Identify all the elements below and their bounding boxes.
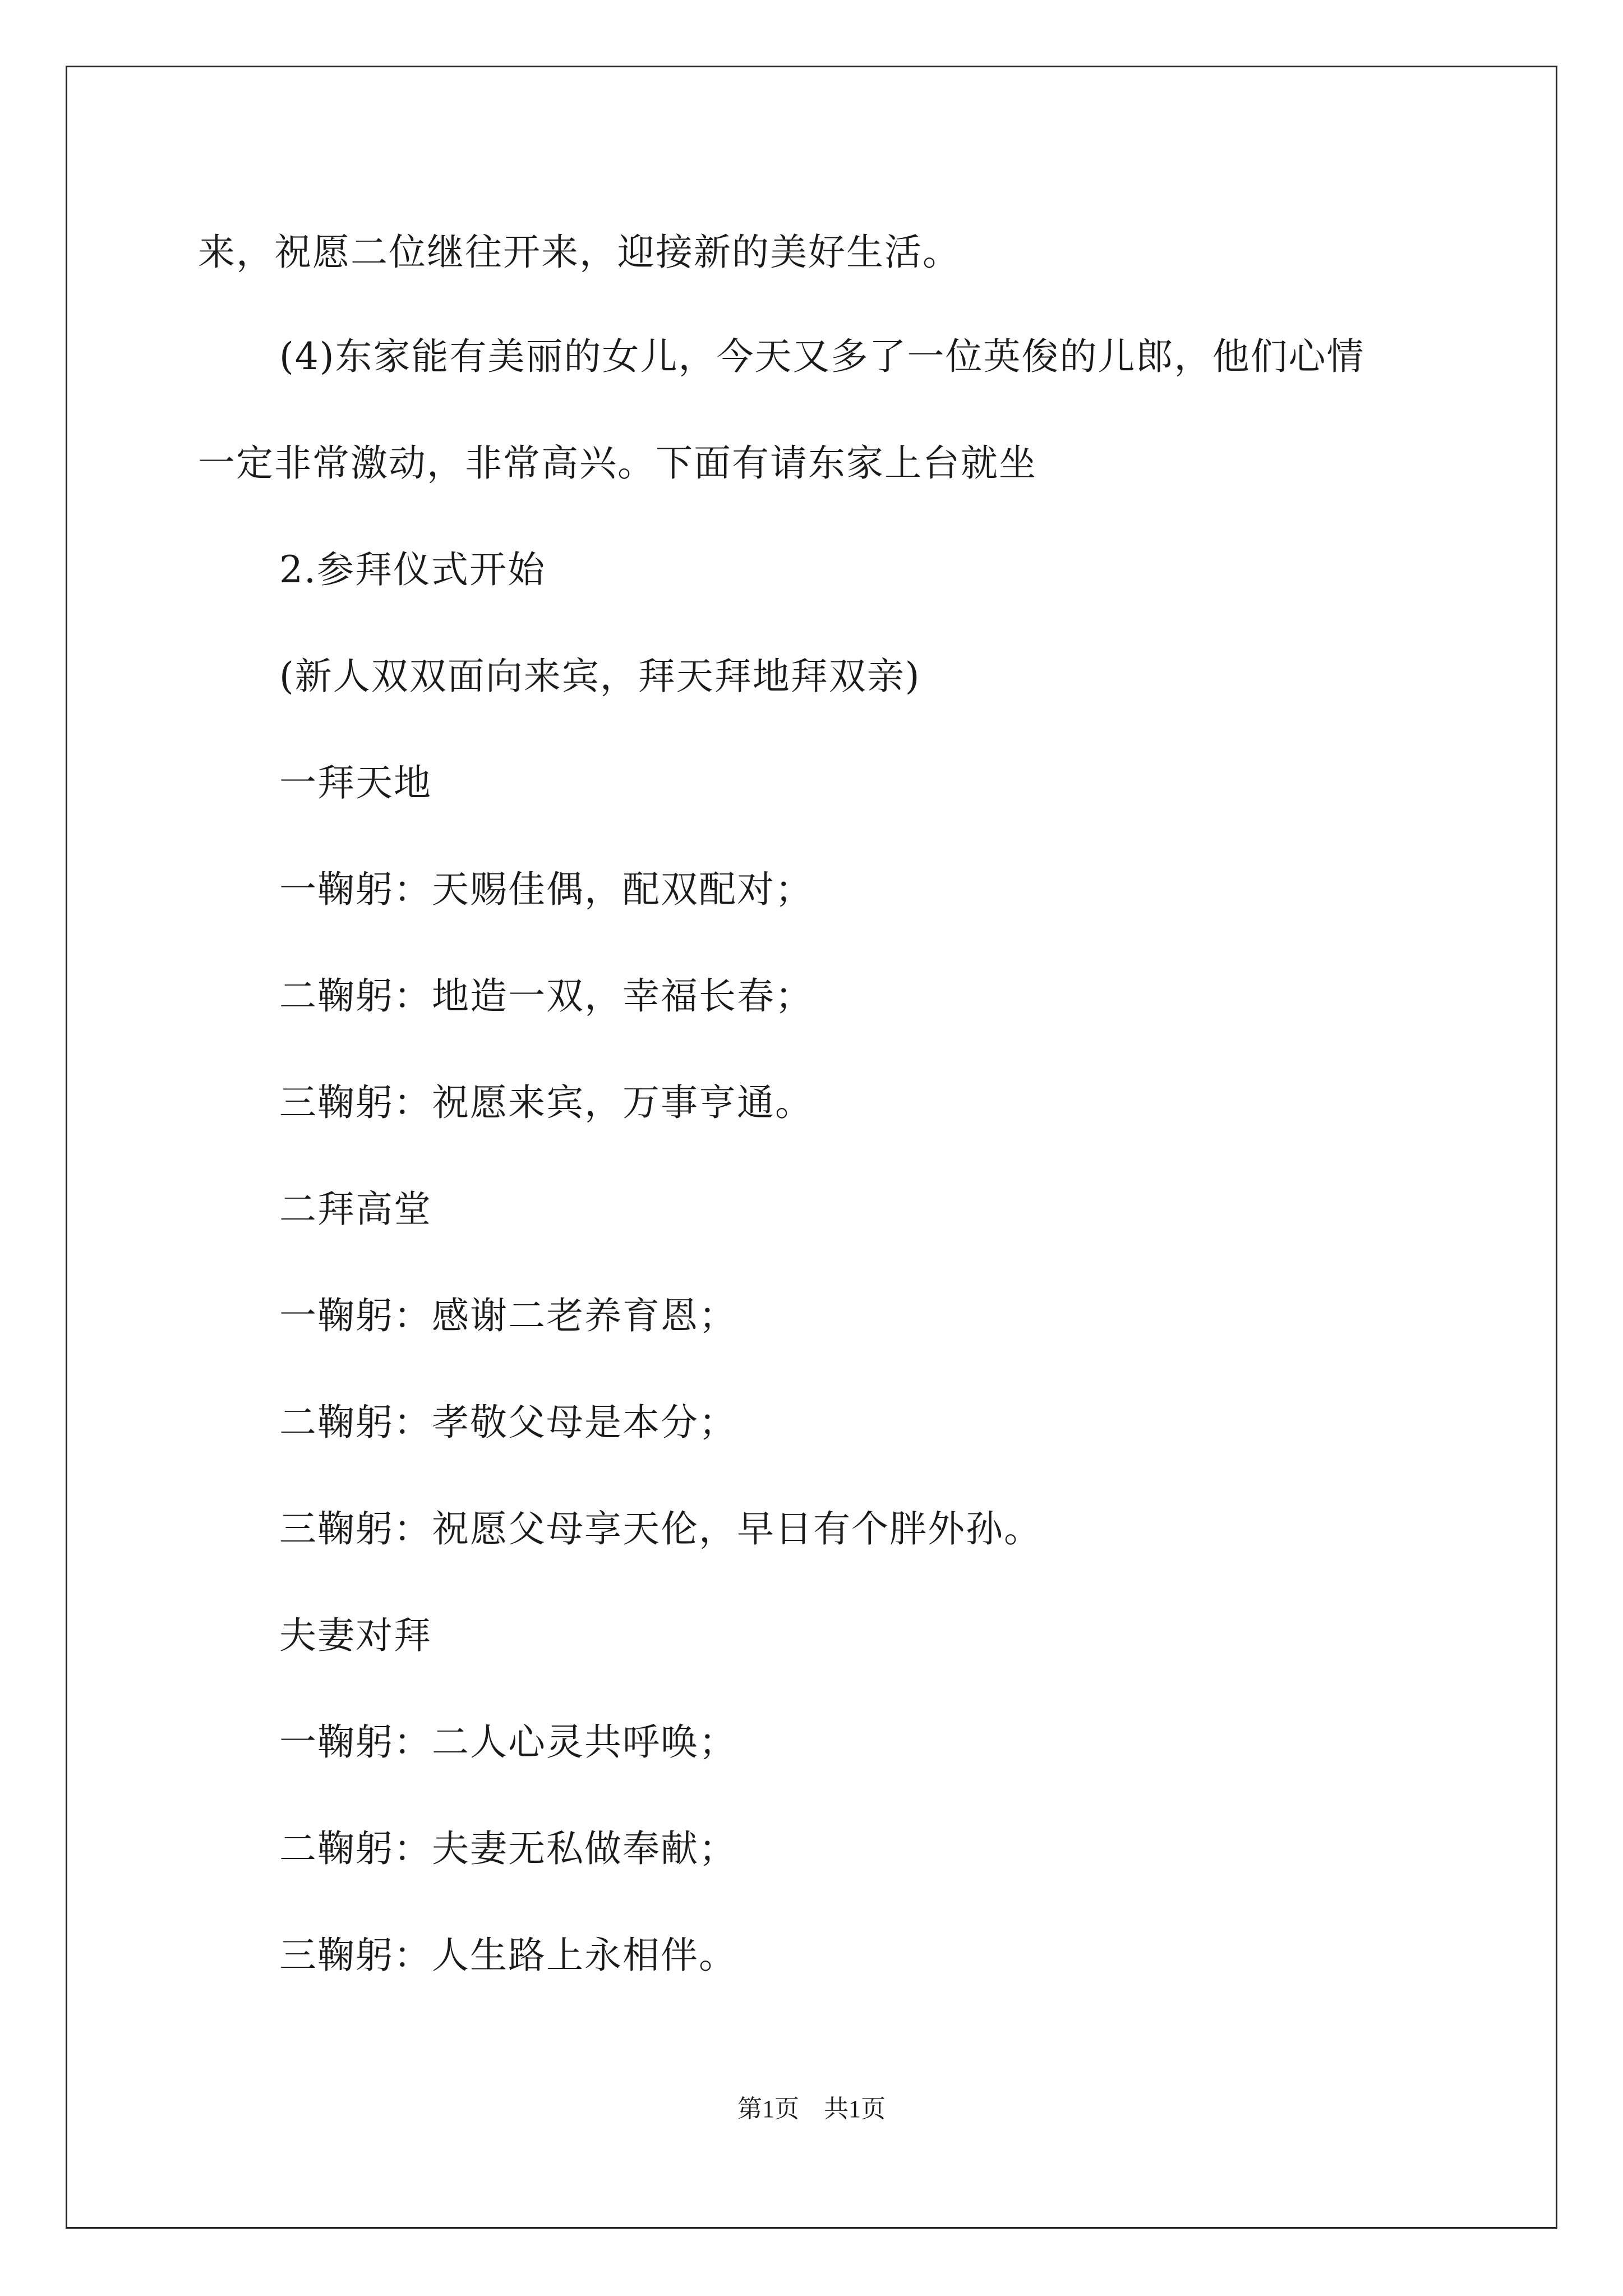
subheading: 一拜天地 <box>279 761 432 804</box>
bow-line: 二鞠躬：孝敬父母是本分； <box>279 1401 737 1444</box>
bow-line: 一鞠躬：感谢二老养育恩； <box>279 1294 737 1337</box>
subheading: 二拜高堂 <box>279 1188 432 1231</box>
subheading: 夫妻对拜 <box>279 1614 432 1657</box>
paragraph-line: (4)东家能有美丽的女儿，今天又多了一位英俊的儿郎，他们心情 <box>279 335 1365 378</box>
bow-line: 二鞠躬：夫妻无私做奉献； <box>279 1827 737 1870</box>
stage-direction: (新人双双面向来宾，拜天拜地拜双亲) <box>279 655 921 698</box>
bow-line: 三鞠躬：祝愿来宾，万事亨通。 <box>279 1081 813 1124</box>
page-border <box>66 66 1557 2229</box>
bow-line: 一鞠躬：天赐佳偶，配双配对； <box>279 868 813 911</box>
bow-line: 一鞠躬：二人心灵共呼唤； <box>279 1720 737 1764</box>
bow-line: 二鞠躬：地造一双，幸福长春； <box>279 974 813 1018</box>
bow-line: 三鞠躬：人生路上永相伴。 <box>279 1934 737 1977</box>
bow-line: 三鞠躬：祝愿父母享天伦，早日有个胖外孙。 <box>279 1507 1042 1550</box>
section-heading: 2.参拜仪式开始 <box>279 548 546 591</box>
paragraph-line: 来，祝愿二位继往开来，迎接新的美好生活。 <box>198 231 961 274</box>
page-footer: 第1页 共1页 <box>737 2095 886 2123</box>
paragraph-line: 一定非常激动，非常高兴。下面有请东家上台就坐 <box>198 441 1037 485</box>
